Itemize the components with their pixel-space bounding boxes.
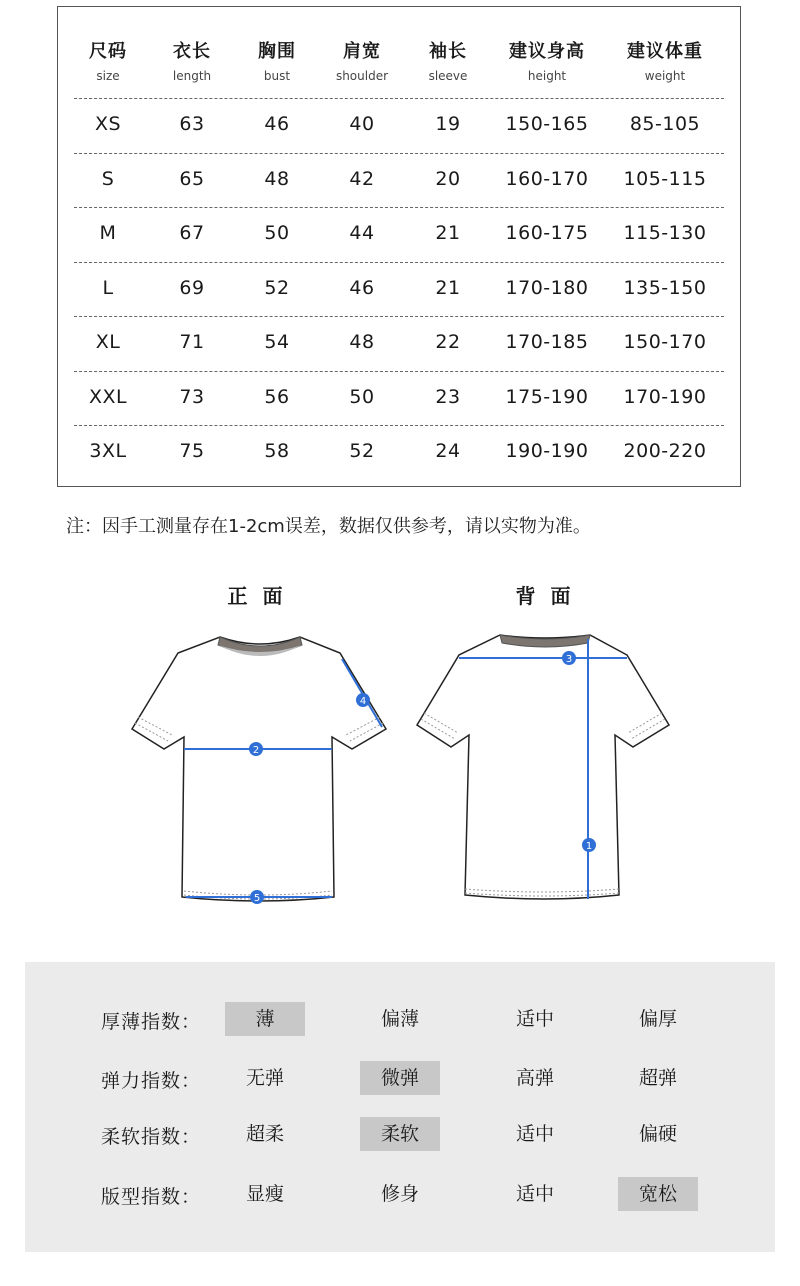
column-header-zh: 肩宽 xyxy=(343,41,381,62)
table-cell: 160-170 xyxy=(505,167,589,190)
column-header-height xyxy=(497,37,597,83)
column-header-en: height xyxy=(527,69,567,83)
row-divider xyxy=(74,425,724,426)
column-header-en: bust xyxy=(263,69,291,83)
length-marker xyxy=(582,838,596,852)
front-view-title: 正 面 xyxy=(227,584,287,608)
index-row-label: 弹力指数： xyxy=(101,1070,202,1092)
row-divider xyxy=(74,98,724,99)
table-cell: 54 xyxy=(264,331,290,353)
index-option: 超弹 xyxy=(638,1067,677,1089)
index-option: 高弹 xyxy=(515,1067,554,1089)
table-cell: 40 xyxy=(349,113,375,135)
index-option: 偏硬 xyxy=(638,1123,677,1145)
index-option: 显瘦 xyxy=(245,1183,284,1205)
table-cell: 69 xyxy=(179,276,205,299)
index-row-label: 柔软指数： xyxy=(101,1126,202,1148)
shoulder-marker xyxy=(562,651,576,665)
table-cell: 23 xyxy=(435,385,461,408)
column-header-en: weight xyxy=(644,69,686,83)
table-cell: 105-115 xyxy=(623,167,707,190)
index-row-label: 版型指数： xyxy=(101,1186,202,1208)
column-header-en: sleeve xyxy=(428,69,468,83)
table-cell: 22 xyxy=(435,331,461,353)
row-divider xyxy=(74,316,724,317)
index-option: 偏薄 xyxy=(380,1008,419,1030)
hem-marker xyxy=(250,890,264,904)
table-cell: 20 xyxy=(435,167,461,190)
index-option: 修身 xyxy=(380,1183,419,1205)
table-cell: 44 xyxy=(349,222,375,244)
size-cell: XL xyxy=(95,331,121,353)
svg-text:4: 4 xyxy=(359,696,367,707)
row-divider xyxy=(74,153,724,154)
table-cell: 170-180 xyxy=(505,276,589,299)
index-option-selected: 宽松 xyxy=(618,1177,698,1211)
column-header-shoulder xyxy=(312,37,412,83)
front-shirt-illustration xyxy=(120,625,400,915)
svg-text:2: 2 xyxy=(252,745,260,756)
column-header-zh: 建议身高 xyxy=(509,41,585,62)
table-cell: 48 xyxy=(264,167,290,190)
table-cell: 150-170 xyxy=(623,331,707,353)
table-cell: 160-175 xyxy=(505,222,589,244)
size-cell: XS xyxy=(94,113,122,135)
column-header-en: shoulder xyxy=(335,69,389,83)
fabric-index-panel xyxy=(25,962,775,1252)
table-cell: 73 xyxy=(179,385,205,408)
table-cell: 170-185 xyxy=(505,331,589,353)
table-cell: 50 xyxy=(349,385,375,408)
column-header-zh: 胸围 xyxy=(258,41,296,62)
index-option: 偏厚 xyxy=(638,1008,677,1030)
column-header-sleeve xyxy=(398,37,498,83)
index-option: 无弹 xyxy=(245,1067,284,1089)
index-row-label: 厚薄指数： xyxy=(101,1011,202,1033)
table-cell: 115-130 xyxy=(623,222,707,244)
table-cell: 175-190 xyxy=(505,385,589,408)
table-cell: 65 xyxy=(179,167,205,190)
size-cell: S xyxy=(101,167,115,190)
bust-marker xyxy=(249,742,263,756)
index-option: 适中 xyxy=(515,1183,554,1205)
row-divider xyxy=(74,207,724,208)
table-cell: 52 xyxy=(349,440,375,462)
svg-text:5: 5 xyxy=(253,893,261,904)
column-header-en: length xyxy=(172,69,212,83)
column-header-zh: 衣长 xyxy=(173,41,211,62)
table-cell: 58 xyxy=(264,440,290,462)
index-option: 超柔 xyxy=(245,1123,284,1145)
svg-text:3: 3 xyxy=(565,654,573,665)
column-header-weight xyxy=(615,37,715,83)
table-cell: 200-220 xyxy=(623,440,707,462)
table-cell: 46 xyxy=(349,276,375,299)
table-cell: 56 xyxy=(264,385,290,408)
svg-text:1: 1 xyxy=(585,841,593,852)
table-cell: 75 xyxy=(179,440,205,462)
index-option: 适中 xyxy=(515,1008,554,1030)
table-cell: 21 xyxy=(435,276,461,299)
table-cell: 46 xyxy=(264,113,290,135)
column-header-en: size xyxy=(96,69,120,83)
back-shirt-illustration xyxy=(405,625,685,915)
size-cell: L xyxy=(102,276,114,299)
table-cell: 150-165 xyxy=(505,113,589,135)
sleeve-marker xyxy=(356,693,370,707)
table-cell: 67 xyxy=(179,222,205,244)
size-cell: XXL xyxy=(88,385,128,408)
table-cell: 85-105 xyxy=(629,113,701,135)
table-cell: 71 xyxy=(179,331,205,353)
index-option-selected: 薄 xyxy=(225,1002,305,1036)
table-cell: 135-150 xyxy=(623,276,707,299)
size-cell: 3XL xyxy=(89,440,127,462)
measurement-note: 注：因手工测量存在1-2cm误差，数据仅供参考，请以实物为准。 xyxy=(66,516,591,537)
table-cell: 170-190 xyxy=(623,385,707,408)
table-cell: 21 xyxy=(435,222,461,244)
table-cell: 63 xyxy=(179,113,205,135)
row-divider xyxy=(74,262,724,263)
table-cell: 52 xyxy=(264,276,290,299)
size-cell: M xyxy=(99,222,117,244)
table-cell: 24 xyxy=(435,440,461,462)
size-table xyxy=(57,6,741,487)
column-header-zh: 袖长 xyxy=(429,41,467,62)
table-cell: 19 xyxy=(435,113,461,135)
table-cell: 42 xyxy=(349,167,375,190)
table-cell: 190-190 xyxy=(505,440,589,462)
index-option-selected: 柔软 xyxy=(360,1117,440,1151)
index-option: 适中 xyxy=(515,1123,554,1145)
table-cell: 48 xyxy=(349,331,375,353)
column-header-zh: 尺码 xyxy=(89,41,127,62)
table-cell: 50 xyxy=(264,222,290,244)
row-divider xyxy=(74,371,724,372)
column-header-zh: 建议体重 xyxy=(627,41,703,62)
back-view-title: 背 面 xyxy=(515,584,575,608)
index-option-selected: 微弹 xyxy=(360,1061,440,1095)
